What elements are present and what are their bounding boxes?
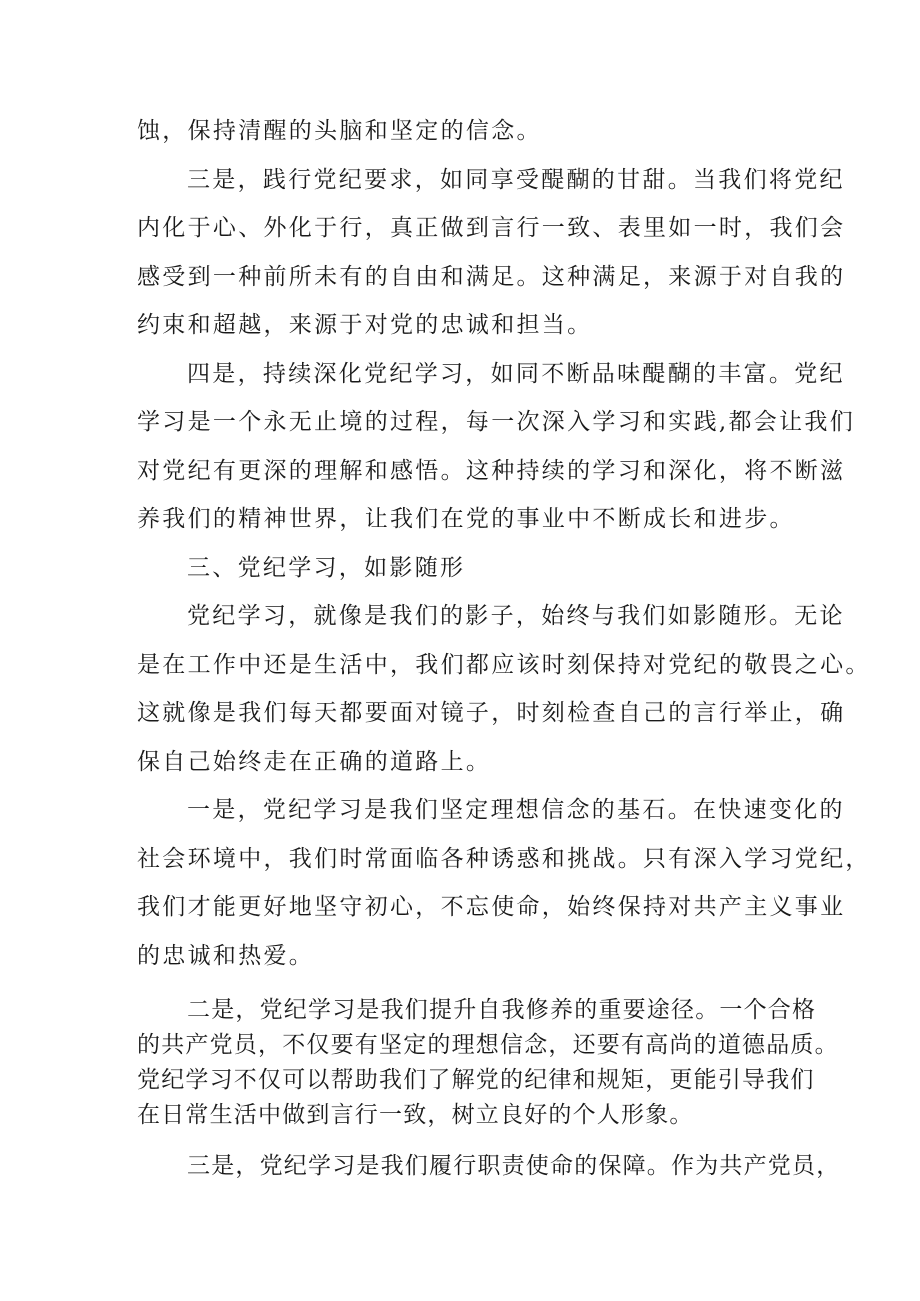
text-line: 的共产党员，不仅要有坚定的理想信念，还要有高尚的道德品质。	[137, 1032, 839, 1058]
text-line: 四是，持续深化党纪学习，如同不断品味醍醐的丰富。党纪	[187, 361, 845, 387]
text-line: 对党纪有更深的理解和感悟。这种持续的学习和深化，将不断滋	[137, 458, 846, 484]
text-line: 三是，践行党纪要求，如同享受醍醐的甘甜。当我们将党纪	[187, 167, 845, 193]
text-line: 感受到一种前所未有的自由和满足。这种满足，来源于对自我的	[137, 264, 846, 290]
text-line: 党纪学习不仅可以帮助我们了解党的纪律和规矩，更能引导我们	[137, 1067, 815, 1093]
text-line: 我们才能更好地坚守初心，不忘使命，始终保持对共产主义事业	[137, 894, 846, 920]
text-line: 一是，党纪学习是我们坚定理想信念的基石。在快速变化的	[187, 797, 845, 823]
text-line: 保自己始终走在正确的道路上。	[137, 749, 492, 775]
text-line: 三是，党纪学习是我们履行职责使命的保障。作为共产党员，	[187, 1153, 841, 1179]
text-line: 是在工作中还是生活中，我们都应该时刻保持对党纪的敬畏之心。	[137, 652, 871, 678]
text-line: 二是，党纪学习是我们提升自我修养的重要途径。一个合格	[187, 997, 817, 1023]
text-line: 学习是一个永无止境的过程，每一次深入学习和实践,都会让我们	[137, 409, 856, 435]
text-line: 约束和超越，来源于对党的忠诚和担当。	[137, 312, 593, 338]
text-line: 这就像是我们每天都要面对镜子，时刻检查自己的言行举止，确	[137, 700, 846, 726]
text-line: 党纪学习，就像是我们的影子，始终与我们如影随形。无论	[187, 603, 845, 629]
section-heading: 三、党纪学习，如影随形	[187, 555, 466, 581]
text-line: 内化于心、外化于行，真正做到言行一致、表里如一时，我们会	[137, 215, 846, 241]
text-line: 在日常生活中做到言行一致，树立良好的个人形象。	[137, 1102, 694, 1128]
text-line: 蚀，保持清醒的头脑和坚定的信念。	[137, 118, 542, 144]
text-line: 的忠诚和热爱。	[137, 943, 315, 969]
text-line: 社会环境中，我们时常面临各种诱惑和挑战。只有深入学习党纪，	[137, 846, 871, 872]
text-line: 养我们的精神世界，让我们在党的事业中不断成长和进步。	[137, 506, 795, 532]
